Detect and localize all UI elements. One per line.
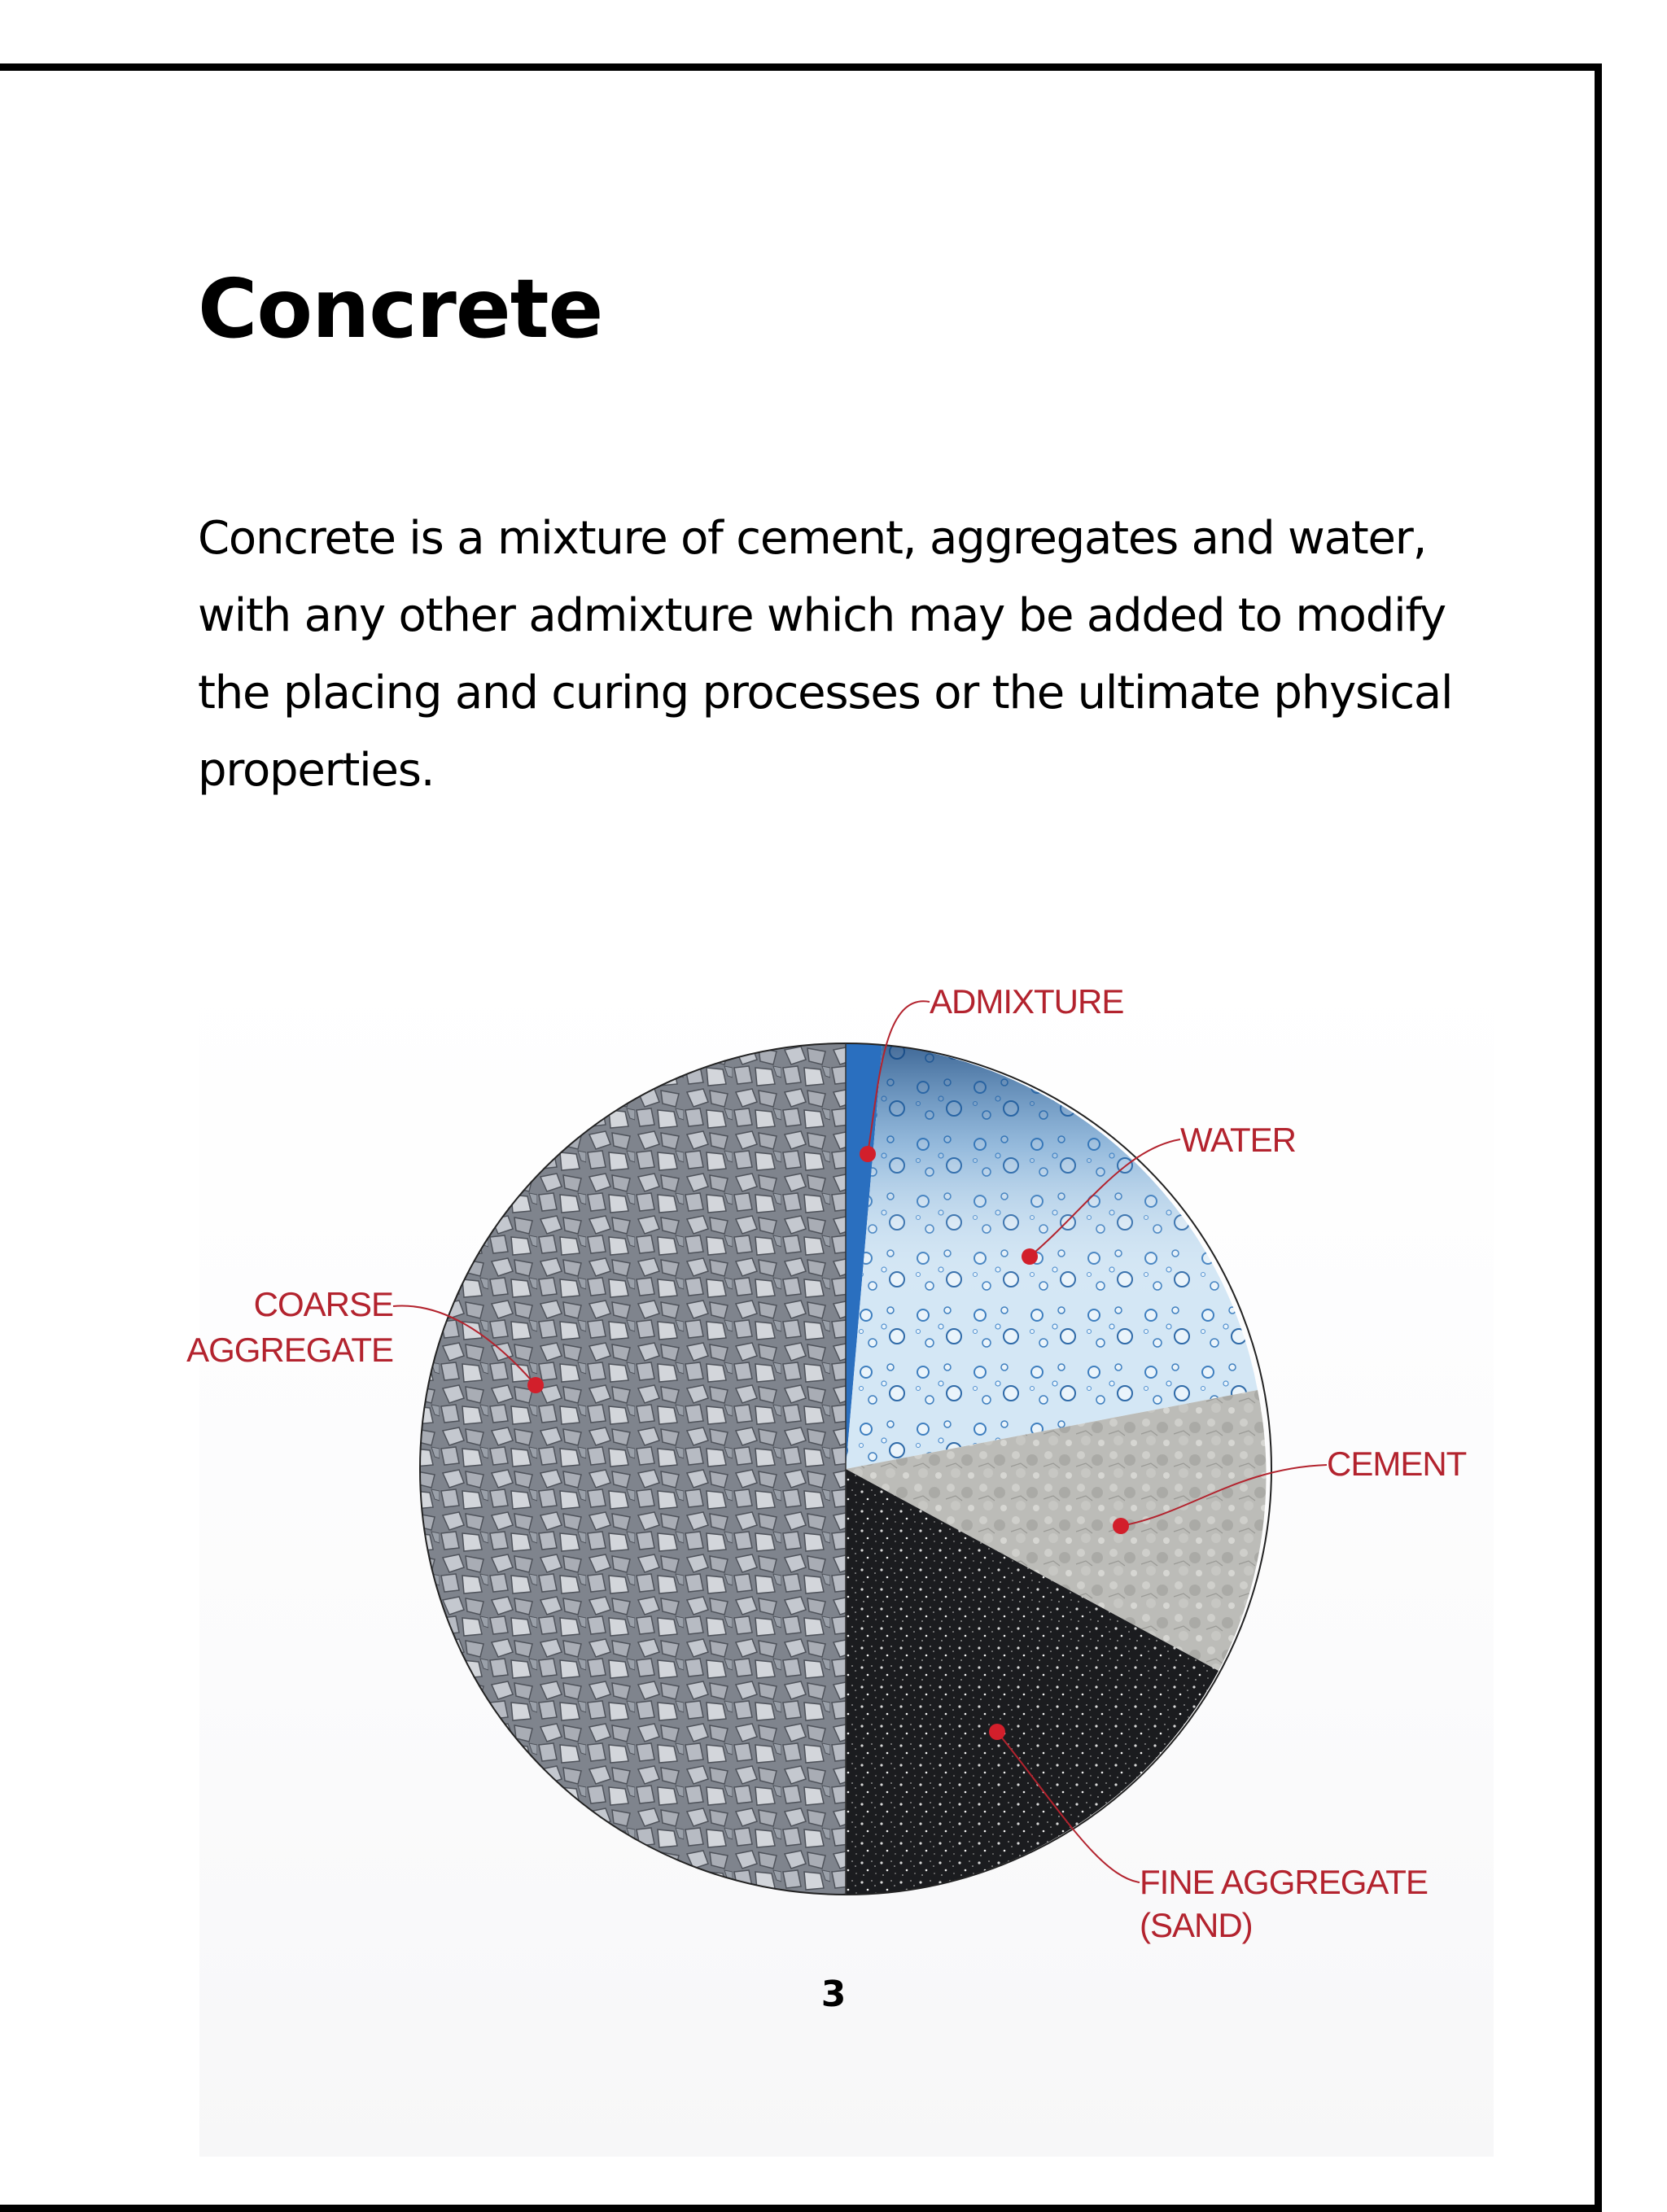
fine-aggregate-marker: [989, 1724, 1005, 1740]
cement-label: CEMENT: [1327, 1445, 1467, 1483]
water-marker: [1022, 1248, 1038, 1265]
body-paragraph: Concrete is a mixture of cement, aggregates and water, with any other admixture which may be added to modify the placing and curing processes or the ultimate physical properties.: [198, 512, 1453, 797]
composition-pie-illustration: [0, 960, 1667, 2018]
cement-marker: [1113, 1518, 1129, 1534]
admixture-label: ADMIXTURE: [930, 982, 1124, 1021]
page-title: Concrete: [198, 261, 603, 356]
fine-aggregate-label-line1: FINE AGGREGATE: [1140, 1863, 1428, 1901]
concrete-composition-figure: [0, 960, 1667, 2018]
page-number: 3: [820, 1974, 847, 2015]
water-label: WATER: [1180, 1121, 1296, 1159]
coarse-aggregate-label-line1: COARSE: [253, 1285, 393, 1323]
fine-aggregate-label-line2: (SAND): [1140, 1906, 1253, 1944]
pie-slices: [420, 1043, 1271, 1895]
admixture-marker: [860, 1146, 876, 1162]
coarse-aggregate-label-line2: AGGREGATE: [186, 1331, 393, 1369]
coarse-aggregate-marker: [527, 1377, 544, 1393]
coarse-aggregate-slice: [420, 1043, 846, 1895]
